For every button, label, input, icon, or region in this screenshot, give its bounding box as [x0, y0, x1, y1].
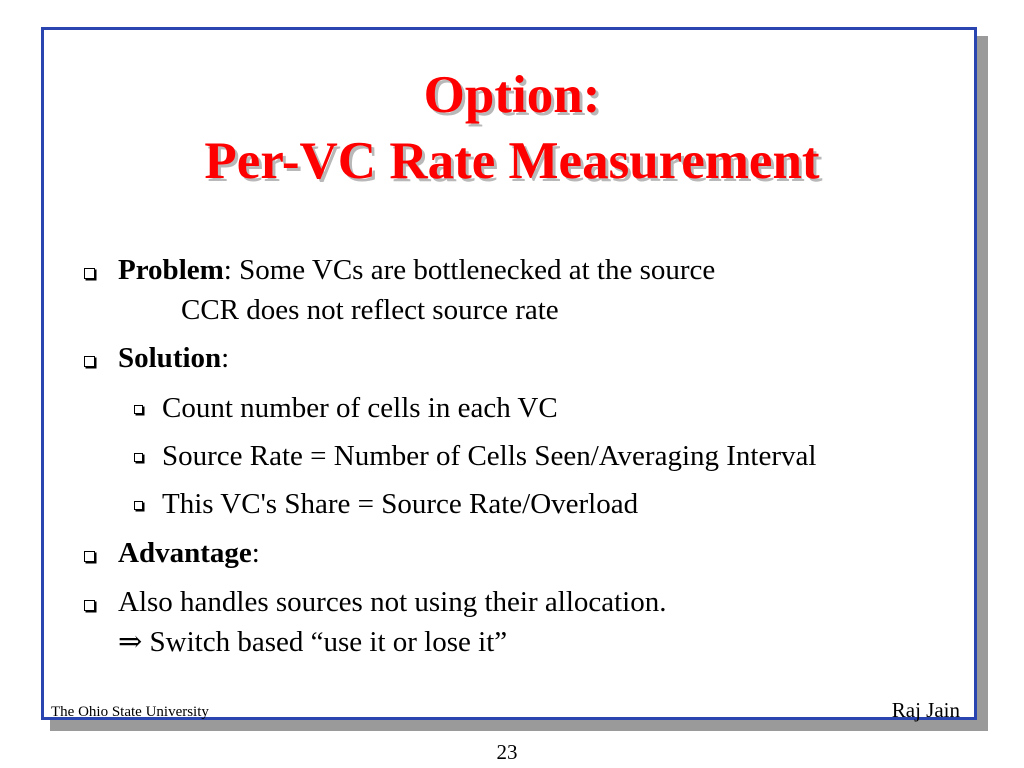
sub-item: This VC's Share = Source Rate/Overload [162, 488, 639, 520]
bullet-solution [118, 340, 229, 376]
solution-colon: : [221, 342, 230, 374]
checkbox-bullet-icon [134, 501, 143, 510]
checkbox-bullet-icon [134, 405, 143, 414]
sub-item: Count number of cells in each VC [162, 392, 558, 424]
solution-label: Solution [118, 342, 222, 374]
footer-author: Raj Jain [891, 698, 960, 722]
bullet-also: Also handles sources not using their allocation. [118, 586, 667, 618]
sub-item: Source Rate = Number of Cells Seen/Averaging Interval [162, 440, 817, 472]
bullet-advantage [118, 535, 260, 571]
problem-label: Problem [118, 254, 224, 286]
checkbox-bullet-icon [84, 268, 95, 279]
title-line-2: Per-VC Rate Measurement [204, 132, 820, 190]
advantage-label: Advantage [118, 537, 252, 569]
bullet-problem [118, 252, 715, 288]
checkbox-bullet-icon [84, 600, 95, 611]
checkbox-bullet-icon [134, 453, 143, 462]
checkbox-bullet-icon [84, 551, 95, 562]
title-line-1: Option: [423, 66, 601, 124]
slide-content [44, 30, 980, 723]
advantage-colon: : [251, 537, 260, 569]
slide-frame [41, 27, 977, 720]
checkbox-bullet-icon [84, 356, 95, 367]
implies-line: ⇒ Switch based “use it or lose it” [118, 626, 508, 658]
problem-text: : Some VCs are bottlenecked at the source [223, 254, 716, 286]
problem-line-2: CCR does not reflect source rate [181, 294, 559, 326]
footer-institution: The Ohio State University [51, 704, 209, 720]
page-number: 23 [496, 740, 518, 764]
